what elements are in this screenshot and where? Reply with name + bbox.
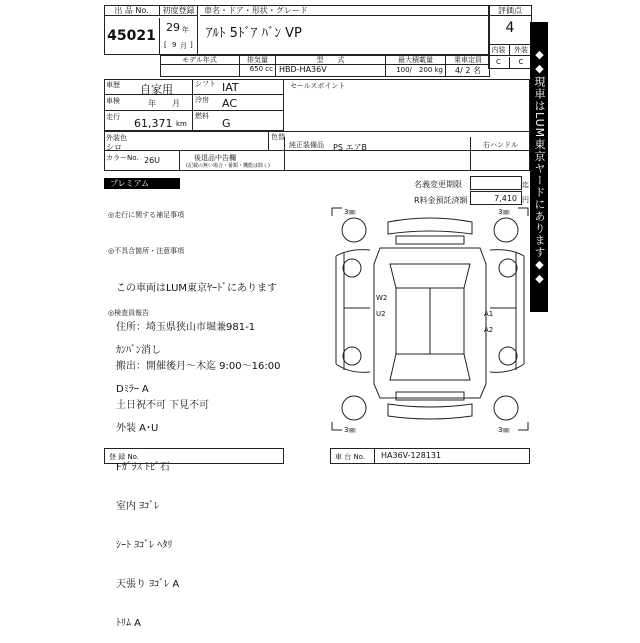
inspection-label: 車検 [106,97,120,105]
color-no-value: 26U [144,156,161,165]
grade-label: 評価点 [488,5,532,16]
load-value: 100/ 200 kg [386,65,446,77]
tire-label-rr: 3㎜ [498,426,510,434]
ext-color-value: シロ [106,143,122,152]
equip-label: 純正装備品 [289,141,324,149]
mark-a1: A1 [484,310,494,318]
inspector-line: ｼｰﾄ ﾖｺﾞﾚ ﾍﾀﾘ [116,540,173,551]
displacement-value: 650 cc [240,65,276,77]
reg-year-suffix: 年 [182,26,189,34]
interior-value: C [488,57,510,69]
color-no-cell [104,151,180,171]
defect-line: 土日祝不可 下見不可 [116,400,210,411]
defect-title: ◎不具合箇所・注意事項 [108,247,185,255]
lot-number: 45021 [104,18,160,55]
category-label: 車歴 [106,81,120,89]
car-diagram [330,204,530,434]
steering-value: 右ハンドル [483,141,518,149]
equip-value: PS エアB [333,143,367,152]
displacement-label: 排気量 [240,55,276,65]
lot-label: 出 品 No. [104,5,160,16]
inspection-note-label: 後退品中告欄 [194,154,236,162]
ac-label: 冷房 [192,95,209,110]
color-no-label: カラーNo. [106,154,139,162]
reg-month-suffix: 月 [180,42,187,50]
ac-value: AC [222,97,238,110]
steering-cell [470,137,530,171]
equip-cell [284,137,470,171]
name-change-label: 名義変更期限 [414,180,462,189]
supp-title: ◎走行に関する補足事項 [108,211,185,219]
recycle-value: 7,410 [470,191,522,205]
ext-color-label: 外装色 [106,134,127,142]
recycle-unit: 円 [522,196,529,204]
exterior-label: 外装 [510,44,532,56]
inspector-lines [116,318,179,643]
grade-value: 4 [505,20,515,36]
recycle-label: R料金預託済額 [414,196,468,205]
name-change-unit: 迄 [522,181,529,189]
fuel-value: G [222,117,231,130]
inspector-line: Fｶﾞﾗｽ ﾄﾋﾞ石 [116,462,170,473]
sales-point-label: セールスポイント [290,82,346,90]
inspector-line: ｶﾝﾊﾞﾝ消し [116,345,161,356]
exterior-value: C [518,58,524,66]
defect-line: この車両はLUM東京ﾔｰﾄﾞにあります [116,283,278,294]
mark-a2: A2 [484,326,494,334]
inspector-line: 外装 A･U [116,423,159,434]
reg-month: 9 [172,41,177,49]
first-reg-box: 29 年 [ 9 月 ] [160,16,198,55]
reg-no-cell [104,448,284,464]
first-reg-label: 初度登録 [160,5,198,16]
premium-bar: プレミアム [104,178,180,189]
inspector-line: 天張り ﾖｺﾞﾚ A [116,579,180,590]
tire-label-fl: 3㎜ [344,208,356,216]
mileage-value: 61,371 [134,117,173,130]
chassis-label: 車 台 No. [331,449,375,463]
shift-label: シフト [192,79,216,94]
category-value: 自家用 [140,83,173,96]
model-label: 車名・ドア・形状・グレード [200,5,490,16]
mileage-label: 走行 [106,113,120,121]
tire-label-rl: 3㎜ [344,426,356,434]
inspection-note-cell [182,151,282,171]
type-value: HBD-HA36V [276,65,386,77]
chassis-value: HA36V-128131 [381,451,442,460]
shift-value: IAT [222,81,239,94]
seats-label: 乗車定員 [446,55,490,65]
reg-year: 29 [166,21,180,34]
seats-value: 4/ 2 名 [455,66,481,75]
tire-label-fr: 3㎜ [498,208,510,216]
name-change-value [470,176,522,190]
model-value: ｱﾙﾄ 5ﾄﾞｱ ﾊﾞﾝ VP [206,26,302,41]
type-label: 型 式 [276,55,386,65]
model-year-label: モデル年式 [160,55,240,65]
reg-no-label: 登 録 No. [109,453,140,461]
interior-label: 内装 [488,44,510,56]
chassis-cell [330,448,530,464]
inspection-note-sub: (記載の無い場合・番類・機能は除く) [186,163,270,169]
inspector-line: ﾄﾘﾑ A [116,618,142,629]
inspector-line: Dﾐﾗｰ A [116,384,149,395]
inspection-value: 年 月 [148,99,180,108]
defect-line: 住所：埼玉県狭山市堀兼981-1 [116,322,256,333]
car-diagram-svg [330,204,530,434]
fuel-label: 燃料 [192,111,209,130]
defect-line: 搬出：開催後月～木迄 9:00～16:00 [116,361,281,372]
mileage-unit: km [176,120,187,128]
side-banner: ◆◆現車はLUM東京ヤードにあります◆◆ [530,22,548,312]
inspector-line: 室内 ﾖｺﾞﾚ [116,501,160,512]
load-label: 最大積載量 [386,55,446,65]
mark-w2: W2 [376,294,388,302]
color-change-label: 色替 [268,132,285,151]
mark-u2: U2 [376,310,386,318]
inspector-title: ◎検査員報告 [108,309,150,317]
